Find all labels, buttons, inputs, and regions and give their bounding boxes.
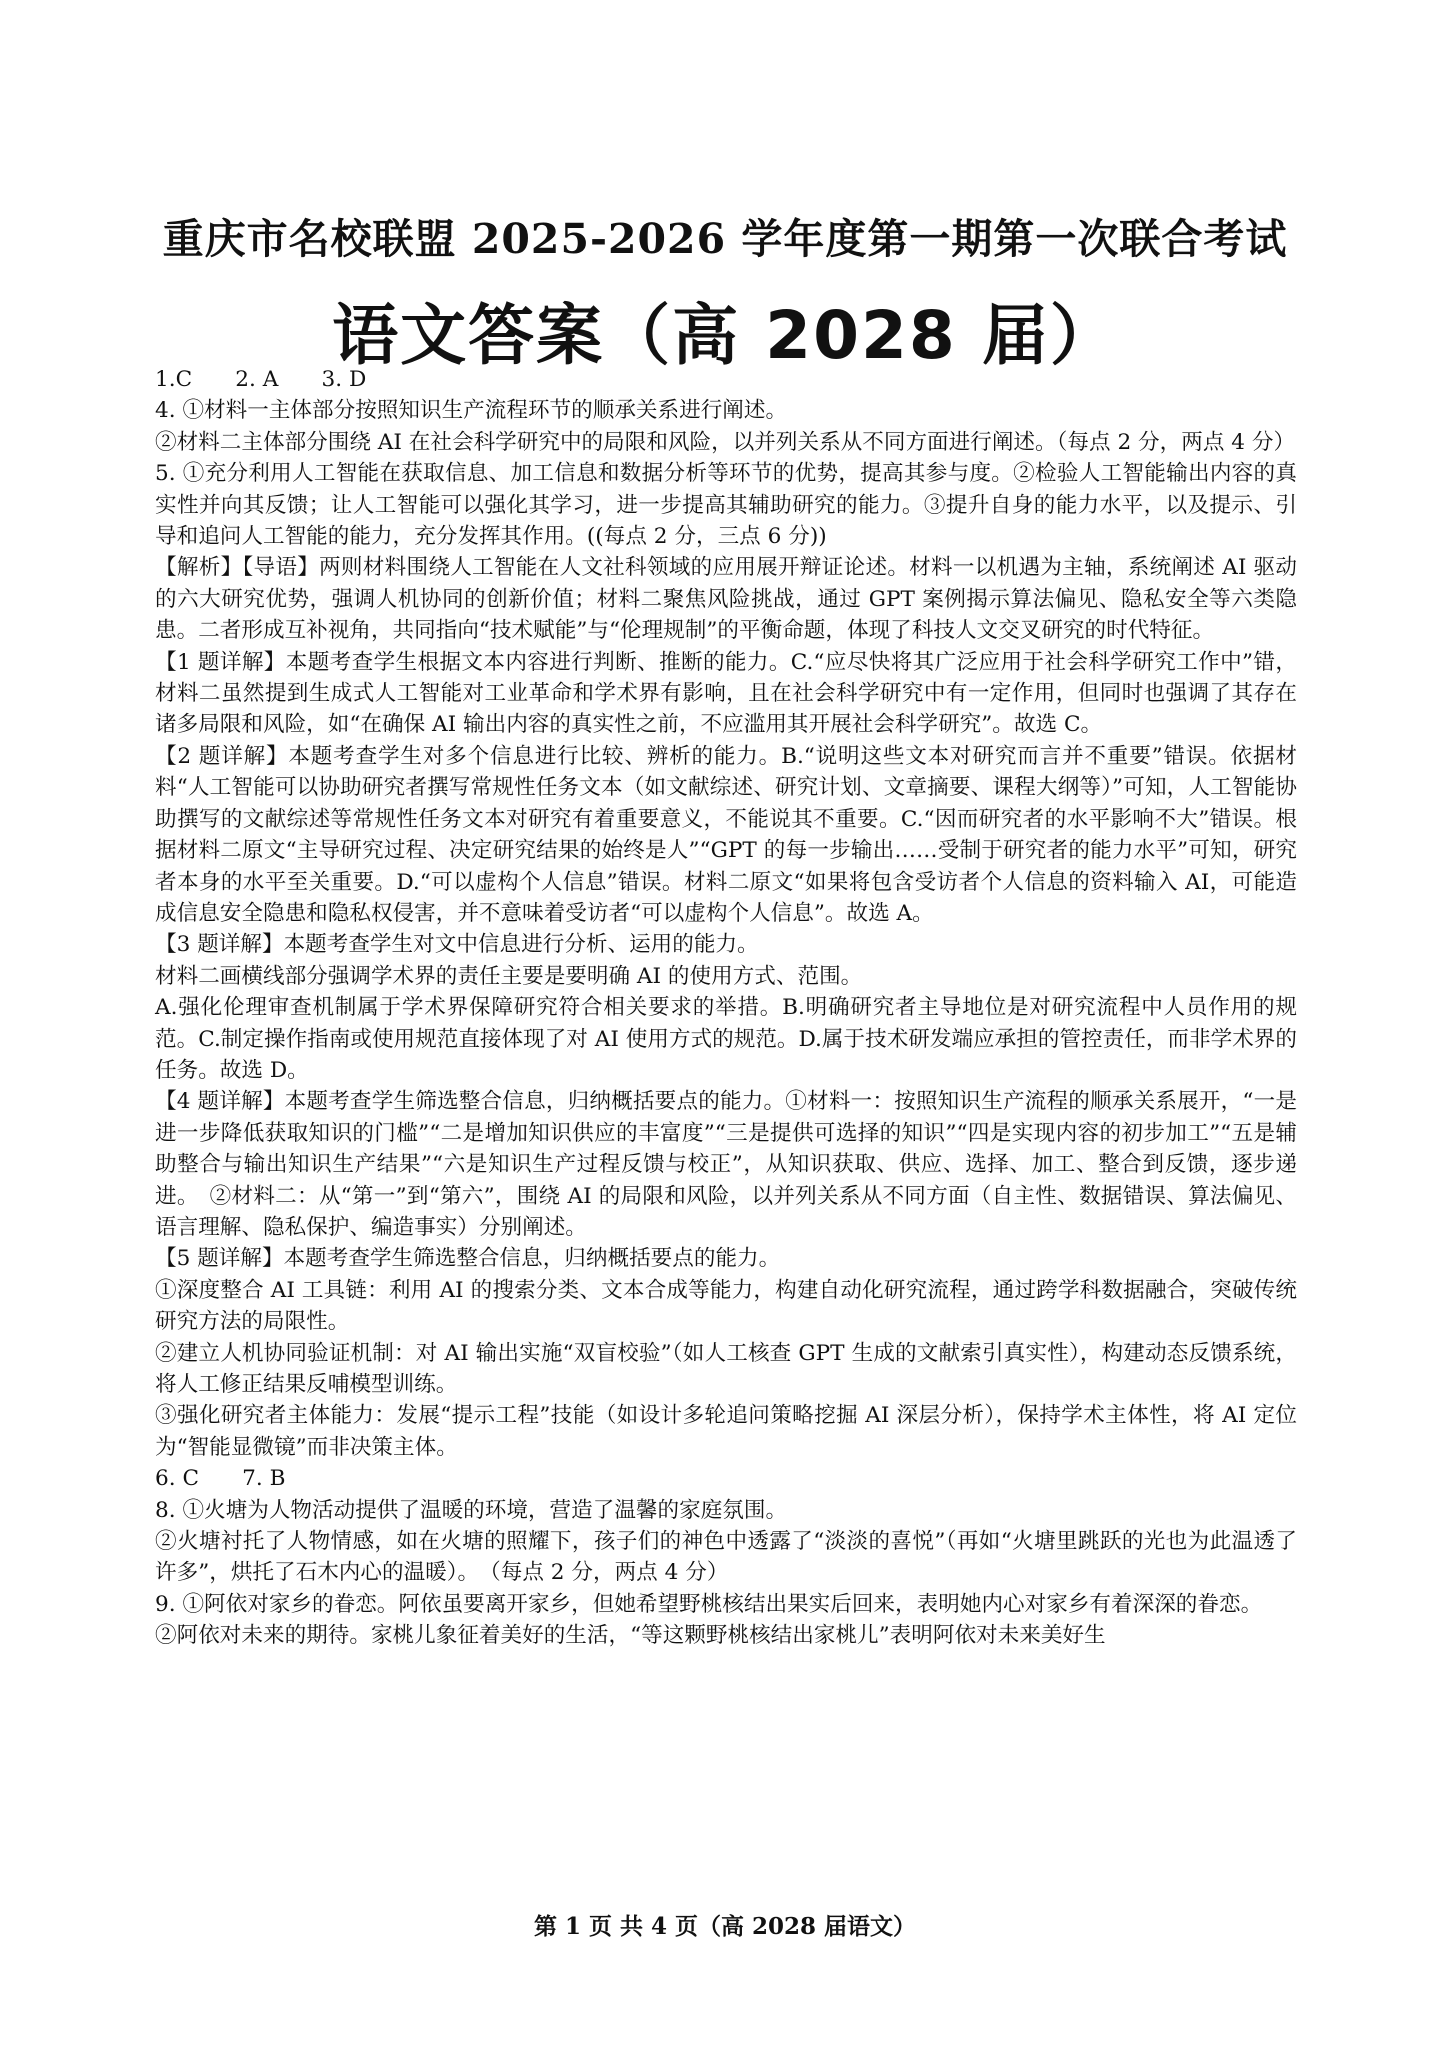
answer-4-point-1: 4. ①材料一主体部分按照知识生产流程环节的顺承关系进行阐述。	[155, 398, 788, 424]
answer-body	[155, 364, 1297, 1652]
answer-5: 5. ①充分利用人工智能在获取信息、加工信息和数据分析等环节的优势，提高其参与度。②检验人工智能输出内容的真实性并向其反馈；让人工智能可以强化其学习，进一步提高其辅助研究的能力。③提升自身的能力水平，以及提示、引导和追问人工智能的能力，充分发挥其作用。((每点 2 分，三点 6 分))	[155, 461, 1297, 550]
q1-explanation: 【1 题详解】本题考查学生根据文本内容进行判断、推断的能力。C.“应尽快将其广泛应用于社会科学研究工作中”错，材料二虽然提到生成式人工智能对工业革命和学术界有影响，且在社会科学研究中有一定作用，但同时也强调了其存在诸多局限和风险，如“在确保 AI 输出内容的真实性之前，不应滥用其开展社会科学研究”。故选 C。	[155, 649, 1297, 738]
q4-explanation: 【4 题详解】本题考查学生筛选整合信息，归纳概括要点的能力。①材料一：按照知识生产流程的顺承关系展开，“一是进一步降低获取知识的门槛”“二是增加知识供应的丰富度”“三是提供可选择的知识”“四是实现内容的初步加工”“五是辅助整合与输出知识生产结果”“六是知识生产过程反馈与校正”，从知识获取、供应、选择、加工、整合到反馈，逐步递进。 ②材料二：从“第一”到“第六”，围绕 AI 的局限和风险，以并列关系从不同方面（自主性、数据错误、算法偏见、语言理解、隐私保护、编造事实）分别阐述。	[155, 1089, 1297, 1240]
answers-6-7: 6. C 7. B	[155, 1466, 286, 1492]
q3-options: A.强化伦理审查机制属于学术界保障研究符合相关要求的举措。B.明确研究者主导地位是对研究流程中人员作用的规范。C.制定操作指南或使用规范直接体现了对 AI 使用方式的规范。D.属于技术研发端应承担的管控责任，而非学术界的任务。故选 D。	[155, 995, 1297, 1083]
analysis-intro: 【解析】【导语】两则材料围绕人工智能在人文社科领域的应用展开辩证论述。材料一以机遇为主轴，系统阐述 AI 驱动的六大研究优势，强调人机协同的创新价值；材料二聚焦风险挑战，通过 GPT 案例揭示算法偏见、隐私安全等六类隐患。二者形成互补视角，共同指向“技术赋能”与“伦理规制”的平衡命题，体现了科技人文交叉研究的时代特征。	[155, 555, 1297, 644]
answer-8-point-2: ②火塘衬托了人物情感，如在火塘的照耀下，孩子们的神色中透露了“淡淡的喜悦”（再如“火塘里跳跃的光也为此温透了许多”，烘托了石木内心的温暖）。 （每点 2 分，两点 4 分）	[155, 1529, 1297, 1586]
exam-title: 重庆市名校联盟 2025-2026 学年度第一期第一次联合考试	[162, 215, 1288, 263]
answer-8-point-1: 8. ①火塘为人物活动提供了温暖的环境，营造了温馨的家庭氛围。	[155, 1497, 788, 1523]
answers-1-3: 1.C 2. A 3. D	[155, 367, 367, 392]
document-subtitle: 语文答案（高 2028 届）	[332, 297, 1118, 374]
answer-9-point-1: 9. ①阿依对家乡的眷恋。阿依虽要离开家乡，但她希望野桃核结出果实后回来，表明她内心对家乡有着深深的眷恋。	[155, 1591, 1263, 1617]
answer-9-point-2: ②阿依对未来的期待。家桃儿象征着美好的生活，“等这颗野桃核结出家桃儿”表明阿依对未来美好生	[155, 1623, 1106, 1649]
q2-explanation: 【2 题详解】本题考查学生对多个信息进行比较、辨析的能力。B.“说明这些文本对研究而言并不重要”错误。依据材料“人工智能可以协助研究者撰写常规性任务文本（如文献综述、研究计划、文章摘要、课程大纲等）”可知，人工智能协助撰写的文献综述等常规性任务文本对研究有着重要意义，不能说其不重要。C.“因而研究者的水平影响不大”错误。根据材料二原文“主导研究过程、决定研究结果的始终是人”“GPT 的每一步输出……受制于研究者的能力水平”可知，研究者本身的水平至关重要。D.“可以虚构个人信息”错误。材料二原文“如果将包含受访者个人信息的资料输入 AI，可能造成信息安全隐患和隐私权侵害，并不意味着受访者“可以虚构个人信息”。故选 A。	[155, 743, 1297, 926]
q5-explanation: 【5 题详解】本题考查学生筛选整合信息，归纳概括要点的能力。	[155, 1246, 781, 1272]
q3-explanation: 【3 题详解】本题考查学生对文中信息进行分析、运用的能力。	[155, 932, 759, 958]
q3-material-note: 材料二画横线部分强调学术界的责任主要是要明确 AI 的使用方式、范围。	[155, 963, 863, 989]
q5-point-2: ②建立人机协同验证机制：对 AI 输出实施“双盲校验”（如人工核查 GPT 生成的文献索引真实性），构建动态反馈系统，将人工修正结果反哺模型训练。	[155, 1340, 1297, 1397]
q5-point-1: ①深度整合 AI 工具链：利用 AI 的搜索分类、文本合成等能力，构建自动化研究流程，通过跨学科数据融合，突破传统研究方法的局限性。	[155, 1277, 1297, 1335]
page-footer: 第 1 页 共 4 页（高 2028 届语文）	[533, 1913, 917, 1940]
answer-4-point-2: ②材料二主体部分围绕 AI 在社会科学研究中的局限和风险，以并列关系从不同方面进行阐述。（每点 2 分，两点 4 分）	[155, 429, 1296, 455]
q5-point-3: ③强化研究者主体能力：发展“提示工程”技能（如设计多轮追问策略挖掘 AI 深层分析），保持学术主体性，将 AI 定位为“智能显微镜”而非决策主体。	[155, 1403, 1297, 1460]
